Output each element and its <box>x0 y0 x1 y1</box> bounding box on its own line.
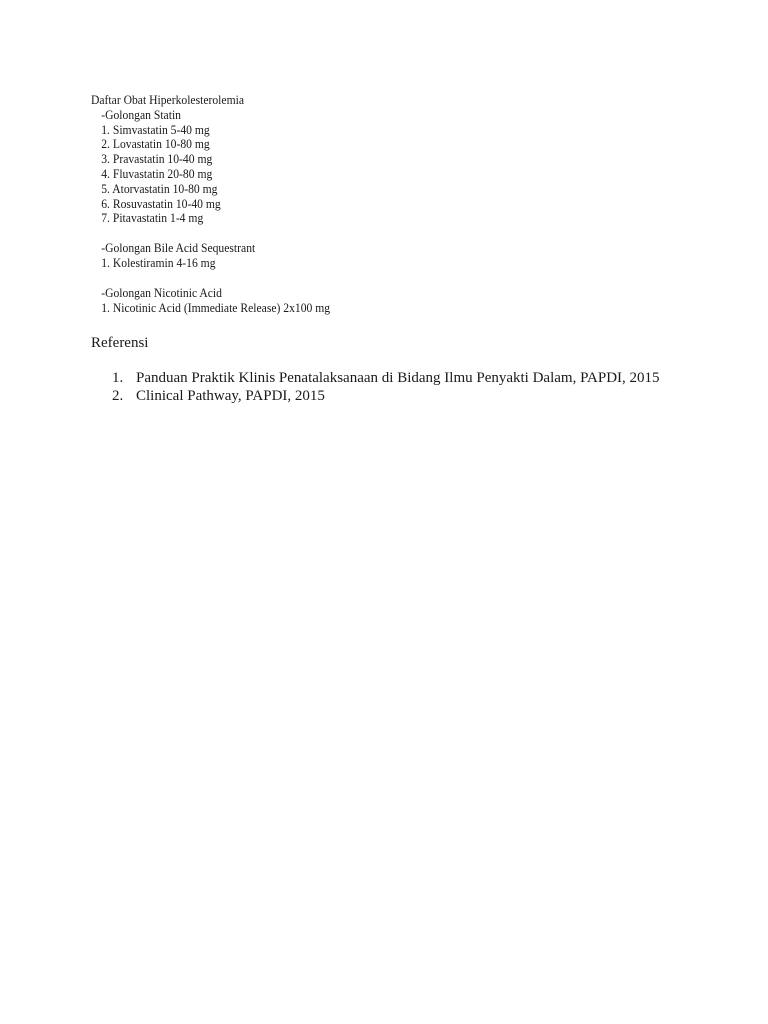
group-bile-acid-sequestrant <box>91 241 330 271</box>
list-item: 1. Kolestiramin 4-16 mg <box>101 255 216 270</box>
reference-text: Clinical Pathway, PAPDI, 2015 <box>136 388 325 404</box>
drug-list <box>91 93 330 315</box>
spacer <box>91 271 330 286</box>
references-heading: Referensi <box>91 335 149 351</box>
list-item: 1. Nicotinic Acid (Immediate Release) 2x100 mg <box>101 300 331 315</box>
references-list <box>112 369 660 405</box>
group-heading: -Golongan Statin <box>101 107 181 122</box>
reference-number: 2. <box>112 388 124 404</box>
reference-item <box>112 369 660 387</box>
group-heading: -Golongan Nicotinic Acid <box>101 285 222 300</box>
list-item: 4. Fluvastatin 20-80 mg <box>101 166 213 181</box>
reference-text: Panduan Praktik Klinis Penatalaksanaan di Bidang Ilmu Penyakti Dalam, PAPDI, 2015 <box>136 370 660 386</box>
list-item: 2. Lovastatin 10-80 mg <box>101 137 210 152</box>
spacer <box>91 226 330 241</box>
document-title: Daftar Obat Hiperkolesterolemia <box>91 93 244 107</box>
group-statin <box>91 108 330 226</box>
list-item: 1. Simvastatin 5-40 mg <box>101 122 210 137</box>
reference-number: 1. <box>112 370 124 386</box>
group-nicotinic-acid <box>91 286 330 316</box>
reference-item <box>112 387 660 405</box>
list-item: 3. Pravastatin 10-40 mg <box>101 152 213 167</box>
group-heading: -Golongan Bile Acid Sequestrant <box>101 241 256 256</box>
list-item: 6. Rosuvastatin 10-40 mg <box>101 196 221 211</box>
list-item: 5. Atorvastatin 10-80 mg <box>101 181 218 196</box>
list-item: 7. Pitavastatin 1-4 mg <box>101 211 204 226</box>
